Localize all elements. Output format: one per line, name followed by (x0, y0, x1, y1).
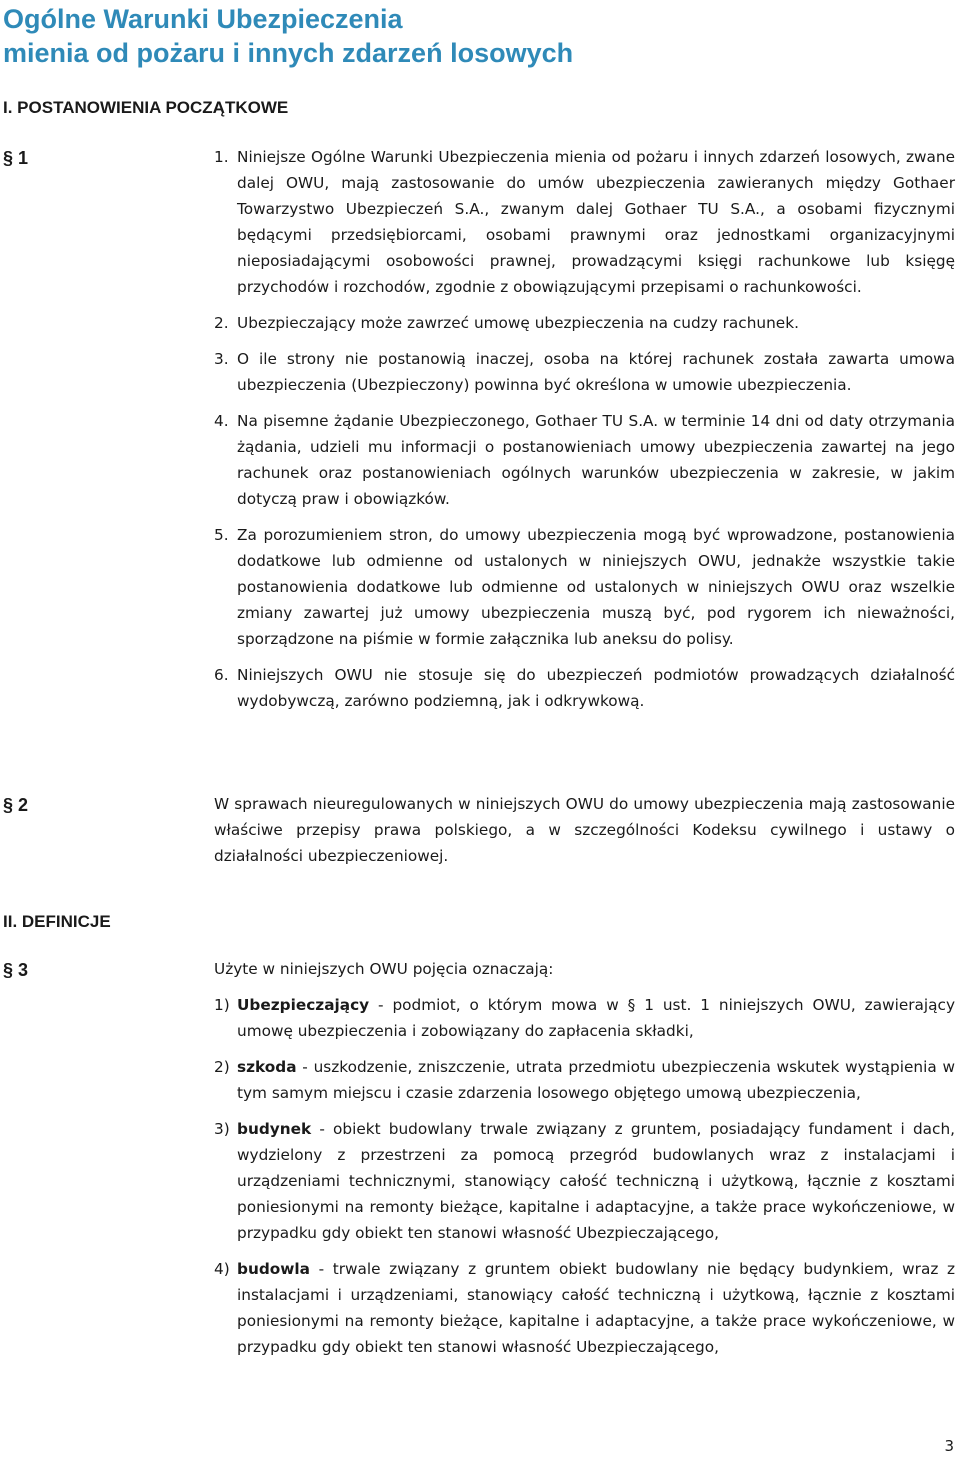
definition-ubezpieczajacy (214, 992, 955, 1044)
item-number: 1. (214, 148, 229, 166)
definition-term: budowla (237, 1260, 310, 1278)
section-2-text: W sprawach nieuregulowanych w niniejszych OWU do umowy ubezpieczenia mają zastosowanie właściwe przepisy prawa polskiego, a w szczególności Kodeksu cywilnego i ustawy o działalności ubezpieczeniowej. (214, 795, 955, 865)
section-1-item-6 (214, 662, 955, 714)
section-1-body (214, 144, 955, 714)
title-line-2: mienia od pożaru i innych zdarzeń losowych (3, 38, 574, 68)
definition-szkoda (214, 1054, 955, 1106)
section-1-item-1 (214, 144, 955, 300)
document-title (3, 2, 573, 70)
definition-budowla (214, 1256, 955, 1360)
definition-text: - uszkodzenie, zniszczenie, utrata przedmiotu ubezpieczenia wskutek wystąpienia w tym samym miejscu i czasie zdarzenia losowego objętego umową ubezpieczenia, (237, 1058, 955, 1102)
item-text: Niniejszych OWU nie stosuje się do ubezpieczeń podmiotów prowadzących działalność wydobywczą, zarówno podziemną, jak i odkrywkową. (237, 666, 955, 710)
section-1-item-3 (214, 346, 955, 398)
item-number: 4. (214, 412, 229, 430)
item-number: 5. (214, 526, 229, 544)
item-number: 4) (214, 1260, 230, 1278)
definition-text: - obiekt budowlany trwale związany z gruntem, posiadający fundament i dach, wydzielony z przestrzeni za pomocą przegród budowlanych wraz z instalacjami i urządzeniami technicznymi, stanowiący całość techniczną i użytkową, łącznie z kosztami poniesionymi na remonty bieżące, kapitalne i adaptacyjne, a także prace wykończeniowe, w przypadku gdy obiekt ten stanowi własność Ubezpieczającego, (237, 1120, 955, 1242)
item-number: 2) (214, 1058, 230, 1076)
section-label-3: § 3 (3, 960, 29, 980)
item-text: Ubezpieczający może zawrzeć umowę ubezpieczenia na cudzy rachunek. (237, 314, 799, 332)
item-number: 2. (214, 314, 229, 332)
page-number: 3 (944, 1437, 954, 1455)
item-text: O ile strony nie postanowią inaczej, osoba na której rachunek została zawarta umowa ubezpieczenia (Ubezpieczony) powinna być określona w umowie ubezpieczenia. (237, 350, 955, 394)
item-text: Na pisemne żądanie Ubezpieczonego, Gothaer TU S.A. w terminie 14 dni od daty otrzymania żądania, udzieli mu informacji o postanowieniach umowy ubezpieczenia zawartej na jego rachunek oraz postanowieniach ogólnych warunków ubezpieczenia w zakresie, w jakim dotyczą praw i obowiązków. (237, 412, 955, 508)
item-number: 1) (214, 996, 230, 1014)
chapter-heading-1: I. POSTANOWIENIA POCZĄTKOWE (3, 98, 289, 117)
definition-term: budynek (237, 1120, 312, 1138)
chapter-heading-2: II. DEFINICJE (3, 912, 111, 931)
item-text: Za porozumieniem stron, do umowy ubezpieczenia mogą być wprowadzone, postanowienia dodatkowe lub odmienne od ustalonych w niniejszych OWU, jednakże wszystkie takie postanowienia dodatkowe lub odmienne od ustalonych w niniejszych OWU oraz wszelkie zmiany zawartej już umowy ubezpieczenia muszą być, pod rygorem ich nieważności, sporządzone na piśmie w formie załącznika lub aneksu do polisy. (237, 526, 955, 648)
definition-text: - trwale związany z gruntem obiekt budowlany nie będący budynkiem, wraz z instalacjami i urządzeniami, stanowiący całość techniczną i użytkową, łącznie z kosztami poniesionymi na remonty bieżące, kapitalne i adaptacyjne, a także prace wykończeniowe, w przypadku gdy obiekt ten stanowi własność Ubezpieczającego, (237, 1260, 955, 1356)
item-number: 3) (214, 1120, 230, 1138)
title-line-1: Ogólne Warunki Ubezpieczenia (3, 4, 403, 34)
item-number: 6. (214, 666, 229, 684)
definition-text: - podmiot, o którym mowa w § 1 ust. 1 niniejszych OWU, zawierający umowę ubezpieczenia i zobowiązany do zapłacenia składki, (237, 996, 955, 1040)
section-2-body (214, 791, 955, 869)
definition-budynek (214, 1116, 955, 1246)
section-1-item-2 (214, 310, 955, 336)
definition-term: Ubezpieczający (237, 996, 370, 1014)
item-text: Niniejsze Ogólne Warunki Ubezpieczenia mienia od pożaru i innych zdarzeń losowych, zwane dalej OWU, mają zastosowanie do umów ubezpieczenia zawieranych między Gothaer Towarzystwo Ubezpieczeń S.A., zwanym dalej Gothaer TU S.A., a osobami fizycznymi będącymi przedsiębiorcami, osobami prawnymi oraz jednostkami organizacyjnymi nieposiadającymi osobowości prawnej, prowadzącymi księgi rachunkowe lub księgę przychodów i rozchodów, zgodnie z obowiązującymi przepisami o rachunkowości. (237, 148, 955, 296)
section-label-1: § 1 (3, 148, 29, 168)
section-label-2: § 2 (3, 795, 29, 815)
section-1-item-5 (214, 522, 955, 652)
section-3-body (214, 956, 955, 1360)
section-1-item-4 (214, 408, 955, 512)
definition-term: szkoda (237, 1058, 297, 1076)
item-number: 3. (214, 350, 229, 368)
section-3-intro: Użyte w niniejszych OWU pojęcia oznaczają: (214, 960, 554, 978)
